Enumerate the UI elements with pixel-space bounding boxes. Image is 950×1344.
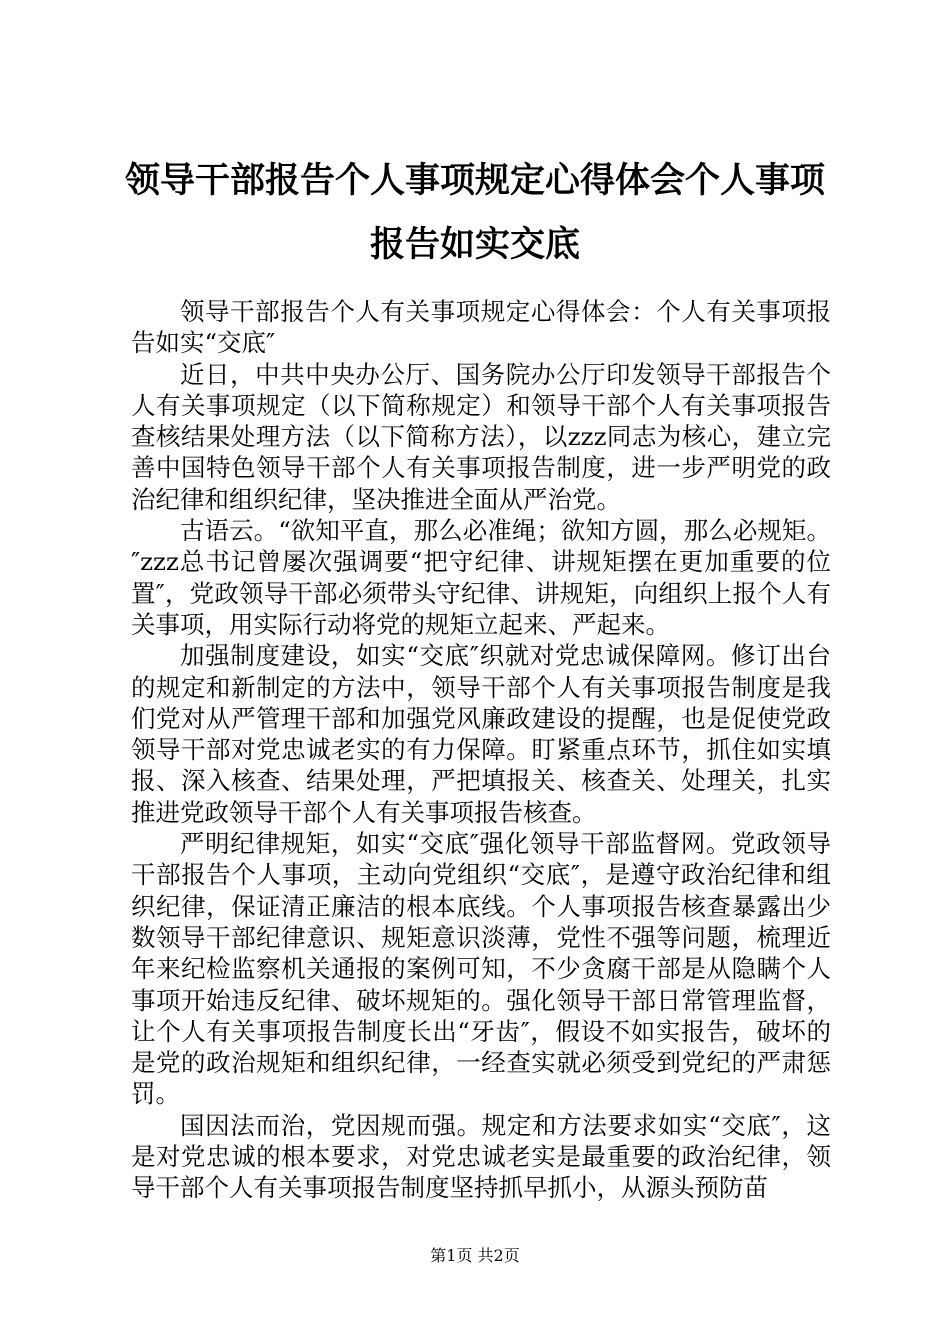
paragraph-subtitle: 领导干部报告个人有关事项规定心得体会：个人有关事项报告如实“交底″ [131,297,831,358]
document-title-line-2: 报告如实交底 [369,224,580,265]
paragraph-5: 国因法而治，党因规而强。规定和方法要求如实“交底″，这是对党忠诚的根本要求，对党忠诚老实是最重要的政治纪律，领导干部个人有关事项报告制度坚持抓早抓小，从源头预防苗 [131,1110,831,1203]
paragraph-4: 严明纪律规矩，如实“交底″强化领导干部监督网。党政领导干部报告个人事项，主动向党组织“交底″，是遵守政治纪律和组织纪律，保证清正廉洁的根本底线。个人事项报告核查暴露出少数领导干部纪律意识、规矩意识淡薄，党性不强等问题，梳理近年来纪检监察机关通报的案例可知，不少贪腐干部是从隐瞒个人事项开始违反纪律、破坏规矩的。强化领导干部日常管理监督，让个人有关事项报告制度长出“牙齿″，假设不如实报告，破坏的是党的政治规矩和组织纪律，一经查实就必须受到党纪的严肃惩罚。 [131,829,831,1109]
paragraph-2: 古语云。“欲知平直，那么必准绳；欲知方圆，那么必规矩。″zzz总书记曾屡次强调要“把守纪律、讲规矩摆在更加重要的位置″，党政领导干部必须带头守纪律、讲规矩，向组织上报个人有关事项，用实际行动将党的规矩立起来、严起来。 [131,516,831,639]
paragraph-3: 加强制度建设，如实“交底″织就对党忠诚保障网。修订出台的规定和新制定的方法中，领导干部个人有关事项报告制度是我们党对从严管理干部和加强党风廉政建设的提醒，也是促使党政领导干部对党忠诚老实的有力保障。盯紧重点环节，抓住如实填报、深入核查、结果处理，严把填报关、核查关、处理关，扎实推进党政领导干部个人有关事项报告核查。 [131,641,831,827]
paragraph-1: 近日，中共中央办公厅、国务院办公厅印发领导干部报告个人有关事项规定（以下简称规定）和领导干部个人有关事项报告查核结果处理方法（以下简称方法），以zzz同志为核心，建立完善中国特色领导干部个人有关事项报告制度，进一步严明党的政治纪律和组织纪律，坚决推进全面从严治党。 [131,359,831,514]
document-title-line-1: 领导干部报告个人事项规定心得体会个人事项 [124,160,825,201]
document-body [131,296,831,1204]
page-number-footer: 第1页 共2页 [430,1246,520,1265]
